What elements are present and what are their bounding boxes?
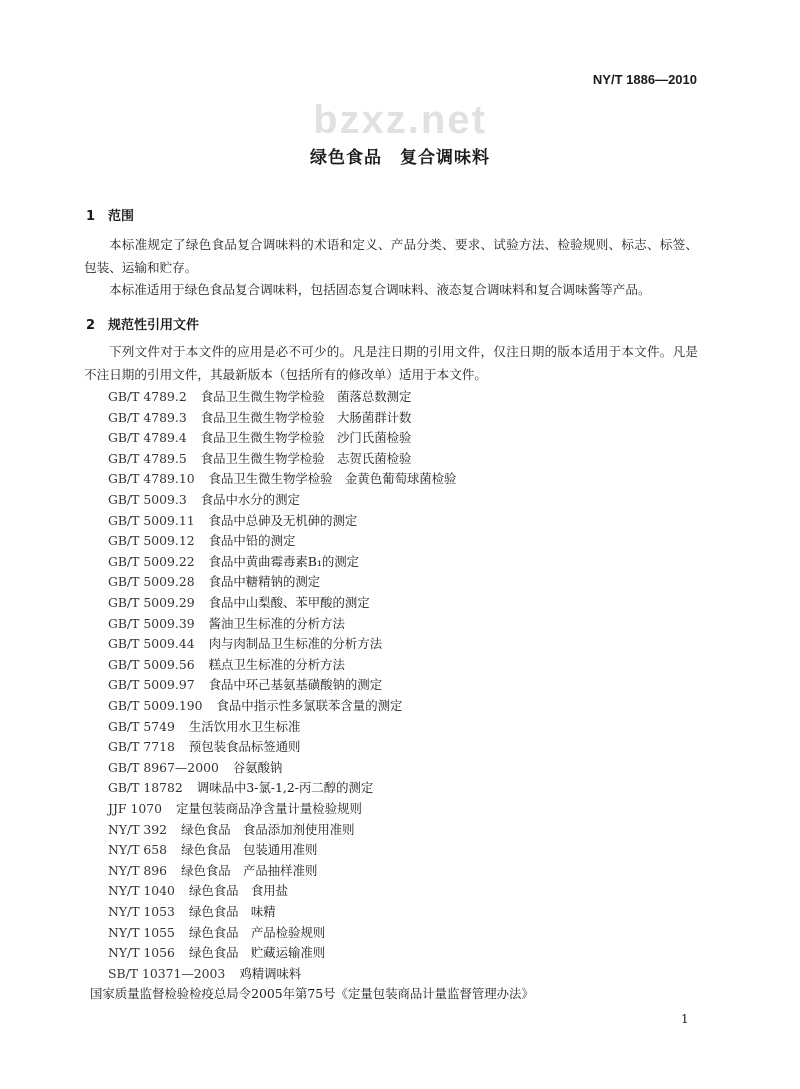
reference-item	[108, 902, 276, 923]
reference-code: GB/T 7718	[108, 739, 175, 755]
reference-title: 谷氨酸钠	[232, 759, 283, 775]
reference-item	[108, 943, 325, 964]
reference-item	[108, 655, 345, 676]
reference-code: GB/T 5009.29	[108, 595, 195, 610]
reference-code: NY/T 896	[108, 862, 168, 878]
reference-code: GB/T 5009.97	[108, 677, 195, 693]
reference-item	[108, 799, 362, 820]
reference-code: GB/T 4789.3	[108, 409, 187, 425]
reference-item	[108, 511, 357, 532]
reference-title: 食品中水分的测定	[200, 492, 300, 507]
paragraph: 本标准规定了绿色食品复合调味料的术语和定义、产品分类、要求、试验方法、检验规则、标志、标签、包装、运输和贮存。	[84, 237, 698, 275]
reference-title: 绿色食品 产品抽样准则	[181, 862, 318, 878]
reference-item	[108, 964, 301, 985]
reference-title: 肉与肉制品卫生标准的分析方法	[208, 636, 383, 652]
reference-title: 食品中黄曲霉毒素B₁的测定	[208, 553, 359, 569]
reference-code: GB/T 4789.4	[108, 430, 187, 446]
reference-item	[108, 572, 320, 593]
reference-item	[108, 387, 411, 408]
reference-item	[108, 717, 300, 738]
reference-code: GB/T 5009.56	[108, 656, 195, 672]
reference-item	[108, 552, 359, 573]
reference-item	[108, 778, 373, 799]
reference-title: 调味品中3-氯-1,2-丙二醇的测定	[196, 780, 374, 796]
reference-code: NY/T 1040	[108, 883, 175, 899]
reference-title: 绿色食品 味精	[188, 904, 276, 919]
reference-item	[108, 469, 456, 490]
reference-code: JJF 1070	[108, 801, 163, 816]
reference-code: GB/T 5009.44	[108, 636, 195, 652]
reference-code: GB/T 5009.22	[108, 553, 195, 569]
reference-code: GB/T 5009.190	[108, 698, 203, 713]
reference-code: SB/T 10371—2003	[108, 965, 226, 981]
reference-code: GB/T 5009.11	[108, 512, 195, 528]
section-number: 2	[86, 318, 96, 333]
reference-item	[108, 840, 317, 861]
reference-title: 食品卫生微生物学检验 菌落总数测定	[200, 389, 412, 404]
paragraph: 本标准适用于绿色食品复合调味料，包括固态复合调味料、液态复合调味料和复合调味酱等产品。	[109, 282, 651, 297]
reference-code: NY/T 392	[108, 821, 168, 837]
reference-title: 糕点卫生标准的分析方法	[208, 656, 345, 672]
watermark: bzxz.net	[313, 98, 487, 142]
reference-item	[108, 923, 325, 944]
reference-code: GB/T 5009.3	[108, 492, 187, 507]
reference-code: NY/T 1055	[108, 924, 175, 940]
reference-title: 绿色食品 食用盐	[188, 883, 289, 899]
section-title: 范围	[108, 209, 135, 224]
reference-title: 生活饮用水卫生标准	[188, 718, 301, 734]
reference-item	[108, 820, 355, 841]
reference-title: 绿色食品 包装通用准则	[181, 842, 318, 858]
reference-title: 国家质量监督检验检疫总局令2005年第75号《定量包装商品计量监督管理办法》	[90, 986, 534, 1002]
section-title: 规范性引用文件	[108, 318, 200, 333]
reference-title: 绿色食品 产品检验规则	[188, 924, 326, 940]
reference-code: GB/T 5749	[108, 718, 175, 734]
reference-title: 食品中糖精钠的测定	[208, 574, 321, 590]
reference-item	[90, 984, 534, 1005]
reference-item	[108, 490, 300, 511]
reference-code: NY/T 1053	[108, 904, 175, 919]
reference-code: GB/T 4789.10	[108, 471, 195, 487]
reference-title: 食品中总砷及无机砷的测定	[208, 512, 358, 528]
reference-code: NY/T 1056	[108, 945, 175, 961]
section-number: 1	[86, 209, 96, 224]
reference-item	[108, 593, 370, 614]
reference-title: 食品中山梨酸、苯甲酸的测定	[208, 595, 370, 610]
reference-code: GB/T 4789.2	[108, 389, 187, 404]
page-number: 1	[681, 1012, 689, 1026]
reference-code: GB/T 5009.12	[108, 533, 195, 549]
reference-item	[108, 408, 411, 429]
reference-title: 绿色食品 贮藏运输准则	[188, 945, 326, 961]
reference-item	[108, 696, 402, 717]
reference-item	[108, 614, 345, 635]
reference-title: 食品卫生微生物学检验 志贺氏菌检验	[200, 450, 412, 466]
reference-title: 食品中环己基氨基磺酸钠的测定	[208, 677, 383, 693]
reference-title: 鸡精调味料	[239, 965, 302, 981]
section-heading	[86, 317, 199, 335]
reference-code: GB/T 8967—2000	[108, 759, 219, 775]
reference-item	[108, 737, 300, 758]
reference-item	[108, 531, 295, 552]
reference-item	[108, 449, 411, 470]
reference-title: 定量包装商品净含量计量检验规则	[176, 801, 362, 816]
reference-title: 食品中铅的测定	[208, 533, 296, 549]
reference-code: GB/T 5009.28	[108, 574, 195, 590]
reference-code: GB/T 18782	[108, 780, 183, 796]
reference-code: GB/T 4789.5	[108, 450, 187, 466]
reference-title: 预包装食品标签通则	[188, 739, 301, 755]
reference-item	[108, 634, 382, 655]
reference-title: 食品卫生微生物学检验 大肠菌群计数	[200, 409, 412, 425]
reference-item	[108, 758, 282, 779]
reference-title: 食品卫生微生物学检验 金黄色葡萄球菌检验	[208, 471, 457, 487]
document-title: 绿色食品 复合调味料	[310, 148, 490, 168]
paragraph: 下列文件对于本文件的应用是必不可少的。凡是注日期的引用文件，仅注日期的版本适用于本文件。凡是不注日期的引用文件，其最新版本（包括所有的修改单）适用于本文件。	[84, 344, 698, 382]
reference-item	[108, 861, 317, 882]
section-heading	[86, 208, 134, 226]
reference-item	[108, 675, 382, 696]
standard-code: NY/T 1886—2010	[592, 72, 697, 87]
reference-title: 食品卫生微生物学检验 沙门氏菌检验	[200, 430, 412, 446]
reference-item	[108, 881, 288, 902]
reference-title: 酱油卫生标准的分析方法	[208, 615, 345, 631]
reference-code: GB/T 5009.39	[108, 615, 195, 631]
reference-title: 绿色食品 食品添加剂使用准则	[181, 821, 355, 837]
reference-item	[108, 428, 411, 449]
reference-title: 食品中指示性多氯联苯含量的测定	[216, 698, 403, 713]
reference-code: NY/T 658	[108, 842, 168, 858]
